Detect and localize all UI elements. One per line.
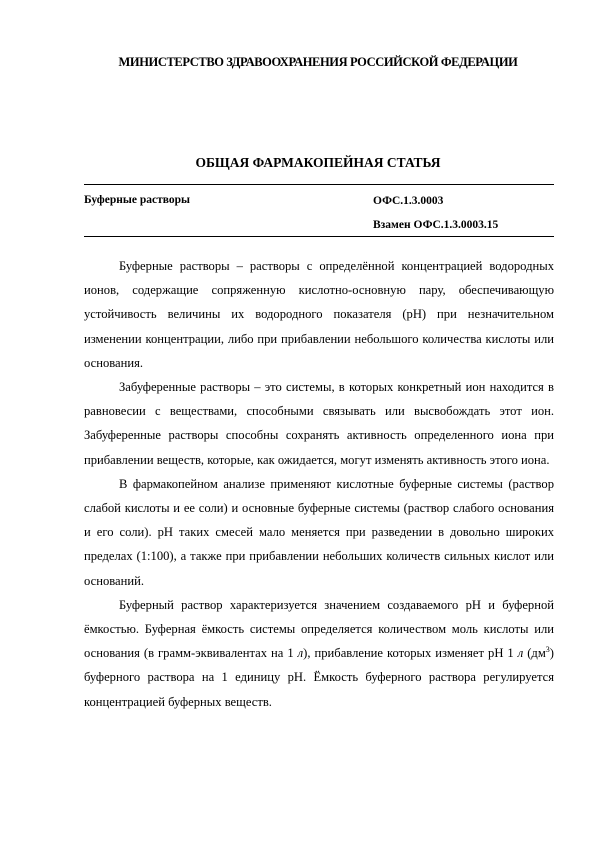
- article-codes: [373, 189, 498, 237]
- paragraph-1: Буферные растворы – растворы с определённой концентрацией водородных ионов, содержащие сопряженную кислотно-основную пару, обеспечивающую устойчивость величины их водородного показателя (pH) при незначительном изменении концентрации, либо при прибавлении небольшого количества кислоты или основания.: [84, 259, 554, 370]
- unit-liter-2: л: [517, 646, 524, 661]
- paragraph-4-text-a: Буферный раствор характеризуется значением создаваемого pH и буферной ёмкостью. Буферная ёмкость системы определяется количеством моль кислоты или основания (в грамм-эквивалентах на 1: [84, 597, 554, 661]
- article-body: [84, 254, 554, 714]
- superscript-3: 3: [545, 645, 550, 655]
- paragraph-3: В фармакопейном анализе применяют кислотные буферные системы (раствор слабой кислоты и ее соли) и основные буферные системы (раствор слабого основания и его соли). pH таких смесей мало меняется при разведении в довольно широких пределах (1:100), а также при прибавлении небольших количеств сильных кислот или оснований.: [84, 476, 554, 588]
- unit-liter: л: [297, 646, 304, 661]
- ministry-heading: МИНИСТЕРСТВО ЗДРАВООХРАНЕНИЯ РОССИЙСКОЙ ФЕДЕРАЦИИ: [118, 55, 518, 69]
- replaces-code: Взамен ОФС.1.3.0003.15: [373, 219, 499, 231]
- paragraph-4-text-d: ) буферного раствора на 1 единицу pH. Ёмкость буферного раствора регулируется концентрацией буферных веществ.: [84, 646, 554, 709]
- paragraph-4-text-c: (дм: [523, 646, 546, 661]
- document-title: ОБЩАЯ ФАРМАКОПЕЙНАЯ СТАТЬЯ: [195, 155, 441, 170]
- article-subject: Буферные растворы: [84, 194, 190, 206]
- paragraph-4: [84, 593, 554, 714]
- article-code: ОФС.1.3.0003: [373, 195, 444, 207]
- top-divider: [84, 184, 554, 185]
- paragraph-2: Забуференные растворы – это системы, в которых конкретный ион находится в равновесии с веществами, способными связывать или высвобождать этот ион. Забуференные растворы способны сохранять активность определенного иона при прибавлении веществ, которые, как ожидается, могут изменять активность этого иона.: [84, 380, 554, 467]
- bottom-divider: [84, 236, 554, 237]
- paragraph-4-text-b: ), прибавление которых изменяет pH 1: [303, 646, 518, 661]
